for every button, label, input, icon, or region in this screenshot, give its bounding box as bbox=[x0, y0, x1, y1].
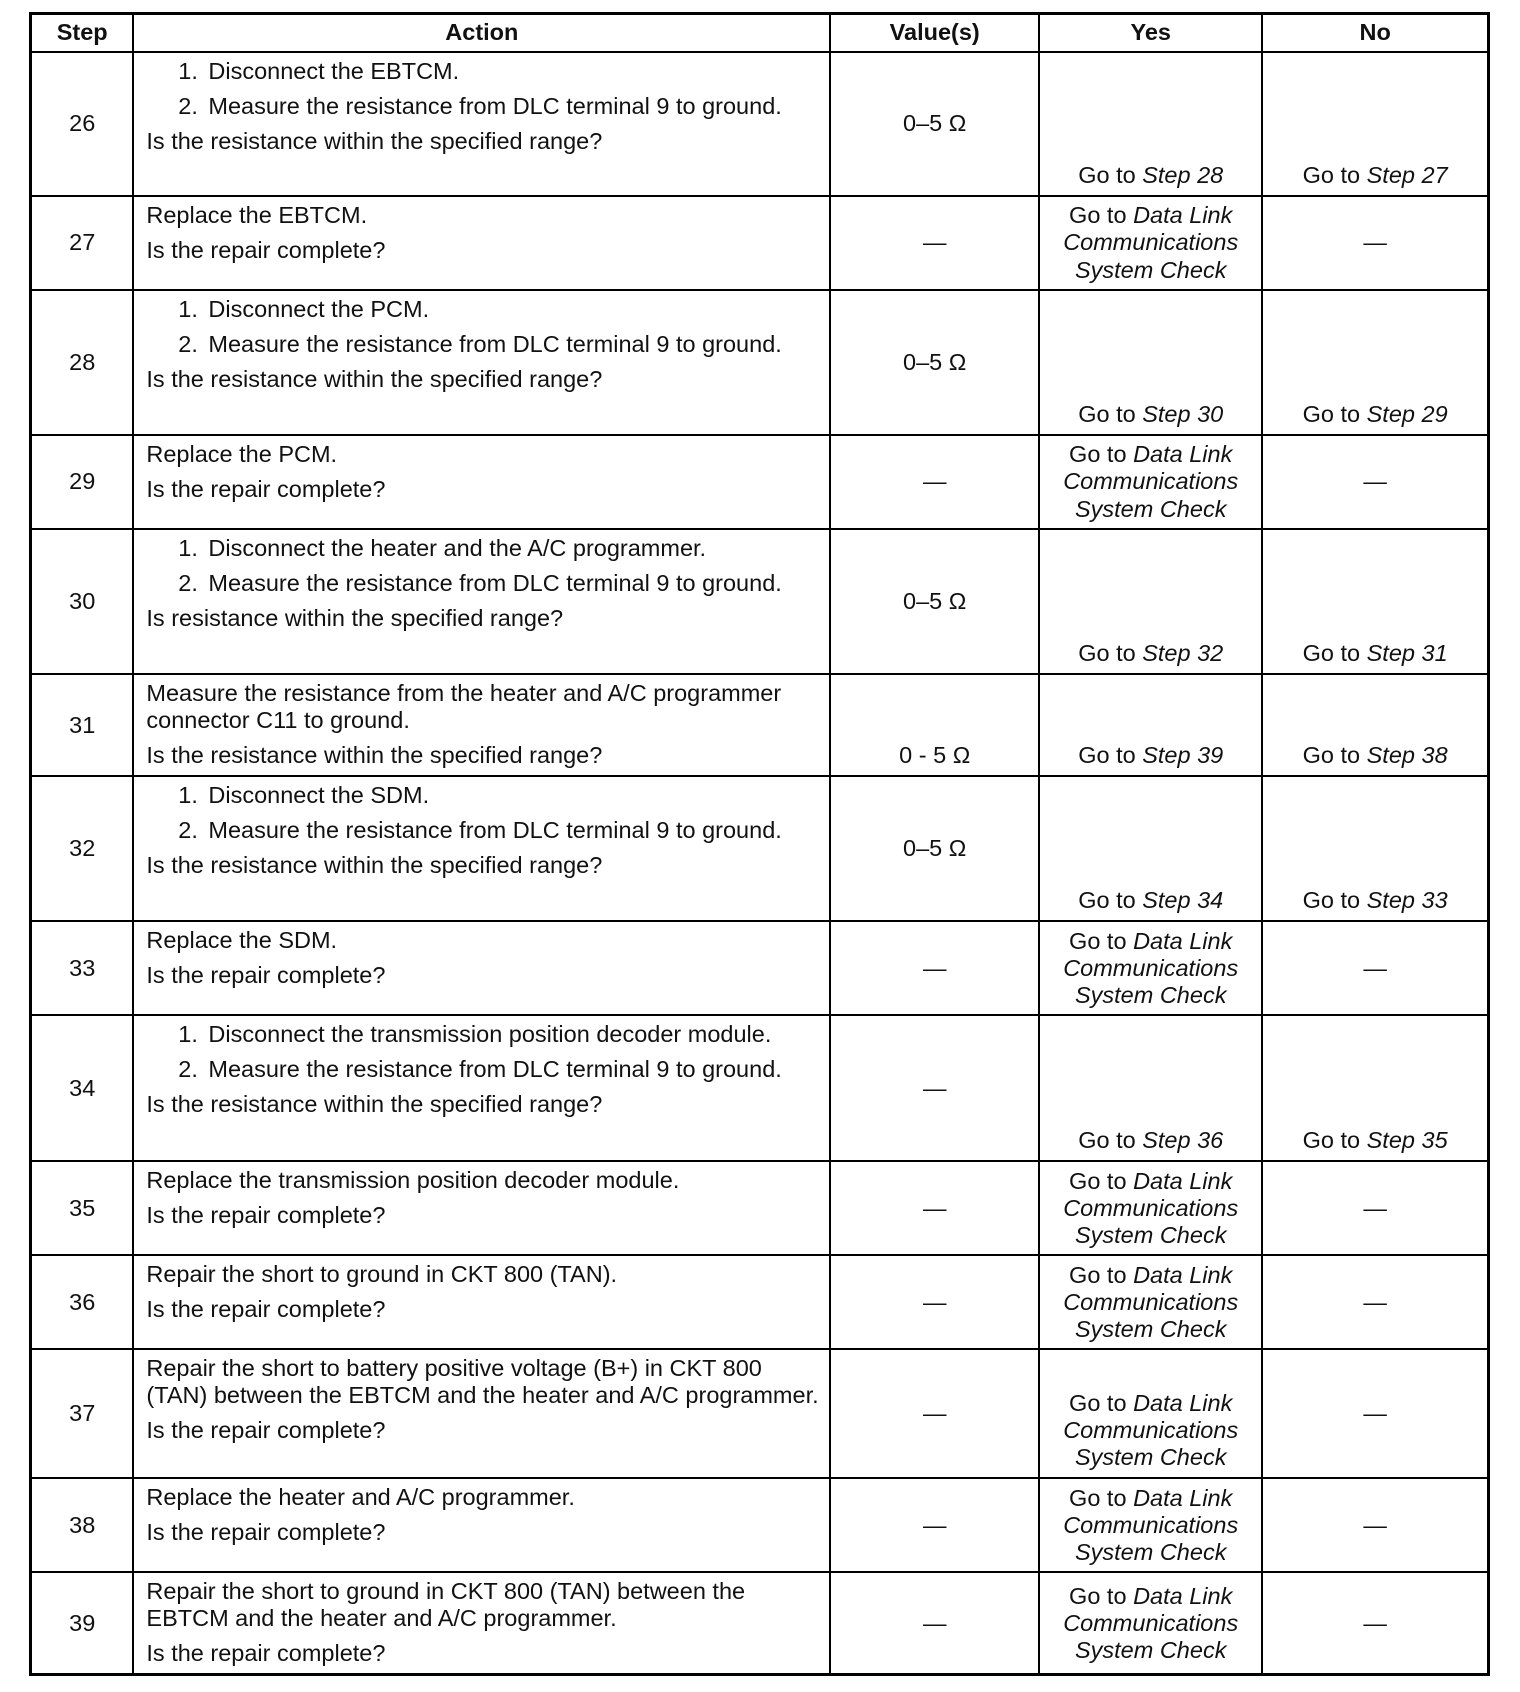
no-cell: — bbox=[1262, 921, 1488, 1015]
instruction-text: Repair the short to ground in CKT 800 (TAN) between the EBTCM and the heater and A/C programmer. bbox=[146, 1578, 746, 1632]
step-link[interactable]: Step 39 bbox=[1142, 742, 1224, 769]
question-text: Is the repair complete? bbox=[146, 1417, 386, 1444]
action-cell bbox=[133, 290, 830, 435]
yes-cell[interactable]: Go to Data Link Communications System Check bbox=[1039, 1255, 1262, 1349]
question-text: Is the repair complete? bbox=[146, 1640, 386, 1667]
step-number: 28 bbox=[31, 290, 134, 435]
table-row bbox=[31, 1572, 1489, 1675]
question-text: Is resistance within the specified range? bbox=[146, 605, 564, 632]
question-text: Is the repair complete? bbox=[146, 1519, 386, 1546]
value-cell: — bbox=[830, 1572, 1039, 1675]
table-row bbox=[31, 921, 1489, 1015]
action-cell bbox=[133, 921, 830, 1015]
no-cell[interactable]: Go to Step 33 bbox=[1262, 776, 1488, 921]
question-text: Is the repair complete? bbox=[146, 1296, 386, 1323]
question-text: Is the repair complete? bbox=[146, 237, 386, 264]
instruction-item: 1. Disconnect the heater and the A/C programmer. bbox=[204, 535, 819, 562]
system-check-link[interactable]: Data Link Communications System Check bbox=[1063, 1484, 1239, 1565]
table-row bbox=[31, 674, 1489, 776]
step-link[interactable]: Step 36 bbox=[1142, 1127, 1224, 1154]
table-row bbox=[31, 52, 1489, 196]
table-row bbox=[31, 290, 1489, 435]
no-cell[interactable]: Go to Step 29 bbox=[1262, 290, 1488, 435]
no-cell: — bbox=[1262, 1255, 1488, 1349]
yes-cell[interactable]: Go to Data Link Communications System Check bbox=[1039, 435, 1262, 529]
yes-cell[interactable]: Go to Data Link Communications System Check bbox=[1039, 1349, 1262, 1478]
value-cell: — bbox=[830, 196, 1039, 290]
instruction-text: Replace the PCM. bbox=[146, 441, 338, 467]
step-link[interactable]: Step 33 bbox=[1366, 887, 1448, 914]
instruction-item: 1. Disconnect the transmission position decoder module. bbox=[204, 1021, 819, 1048]
value-cell: — bbox=[830, 921, 1039, 1015]
table-row bbox=[31, 1255, 1489, 1349]
instruction-list bbox=[146, 1021, 819, 1083]
action-cell bbox=[133, 196, 830, 290]
yes-cell[interactable]: Go to Data Link Communications System Check bbox=[1039, 1572, 1262, 1675]
no-cell: — bbox=[1262, 1349, 1488, 1478]
question-text: Is the resistance within the specified range? bbox=[146, 366, 603, 393]
value-cell: 0 - 5 Ω bbox=[830, 674, 1039, 776]
value-cell: 0–5 Ω bbox=[830, 529, 1039, 674]
header-values: Value(s) bbox=[830, 14, 1039, 53]
step-number: 32 bbox=[31, 776, 134, 921]
action-cell bbox=[133, 1478, 830, 1572]
header-no: No bbox=[1262, 14, 1488, 53]
instruction-item: 2. Measure the resistance from DLC terminal 9 to ground. bbox=[204, 1056, 819, 1083]
system-check-link[interactable]: Data Link Communications System Check bbox=[1063, 1390, 1239, 1471]
action-cell bbox=[133, 1015, 830, 1161]
value-cell: 0–5 Ω bbox=[830, 52, 1039, 196]
step-link[interactable]: Step 35 bbox=[1366, 1127, 1448, 1154]
yes-cell[interactable]: Go to Step 36 bbox=[1039, 1015, 1262, 1161]
yes-cell[interactable]: Go to Data Link Communications System Check bbox=[1039, 196, 1262, 290]
yes-cell[interactable]: Go to Data Link Communications System Check bbox=[1039, 1478, 1262, 1572]
no-cell[interactable]: Go to Step 27 bbox=[1262, 52, 1488, 196]
table-row bbox=[31, 1161, 1489, 1255]
instruction-text: Replace the transmission position decoder module. bbox=[146, 1167, 680, 1194]
instruction-text: Repair the short to ground in CKT 800 (TAN). bbox=[146, 1261, 618, 1288]
instruction-item: 1. Disconnect the EBTCM. bbox=[204, 58, 819, 85]
step-number: 27 bbox=[31, 196, 134, 290]
system-check-link[interactable]: Data Link Communications System Check bbox=[1063, 202, 1239, 283]
system-check-link[interactable]: Data Link Communications System Check bbox=[1063, 1261, 1239, 1342]
step-link[interactable]: Step 34 bbox=[1142, 887, 1224, 914]
question-text: Is the resistance within the specified range? bbox=[146, 742, 603, 769]
action-cell bbox=[133, 1161, 830, 1255]
yes-cell[interactable]: Go to Step 30 bbox=[1039, 290, 1262, 435]
header-row bbox=[31, 14, 1489, 53]
yes-cell[interactable]: Go to Step 34 bbox=[1039, 776, 1262, 921]
yes-cell[interactable]: Go to Step 39 bbox=[1039, 674, 1262, 776]
question-text: Is the repair complete? bbox=[146, 1202, 386, 1229]
instruction-list bbox=[146, 782, 819, 844]
no-cell: — bbox=[1262, 1161, 1488, 1255]
step-link[interactable]: Step 38 bbox=[1366, 742, 1448, 769]
value-cell: — bbox=[830, 435, 1039, 529]
value-cell: — bbox=[830, 1161, 1039, 1255]
step-link[interactable]: Step 27 bbox=[1366, 161, 1448, 188]
action-cell bbox=[133, 1255, 830, 1349]
table-row bbox=[31, 1015, 1489, 1161]
instruction-text: Replace the heater and A/C programmer. bbox=[146, 1484, 575, 1511]
step-number: 33 bbox=[31, 921, 134, 1015]
table-row bbox=[31, 196, 1489, 290]
instruction-text: Replace the SDM. bbox=[146, 927, 338, 954]
step-link[interactable]: Step 29 bbox=[1366, 400, 1448, 427]
action-cell bbox=[133, 776, 830, 921]
header-yes: Yes bbox=[1039, 14, 1262, 53]
action-cell bbox=[133, 1349, 830, 1478]
system-check-link[interactable]: Data Link Communications System Check bbox=[1063, 1582, 1239, 1663]
diagnostic-step-table bbox=[29, 12, 1490, 1676]
question-text: Is the resistance within the specified range? bbox=[146, 1091, 603, 1118]
value-cell: — bbox=[830, 1478, 1039, 1572]
system-check-link[interactable]: Data Link Communications System Check bbox=[1063, 927, 1239, 1008]
step-number: 35 bbox=[31, 1161, 134, 1255]
no-cell[interactable]: Go to Step 38 bbox=[1262, 674, 1488, 776]
system-check-link[interactable]: Data Link Communications System Check bbox=[1063, 441, 1239, 522]
table-row bbox=[31, 1349, 1489, 1478]
question-text: Is the resistance within the specified range? bbox=[146, 852, 603, 879]
action-cell bbox=[133, 1572, 830, 1675]
diagnostic-table-page bbox=[29, 12, 1490, 1676]
instruction-text: Measure the resistance from the heater and A/C programmer connector C11 to ground. bbox=[146, 680, 782, 734]
table-row bbox=[31, 529, 1489, 674]
value-cell: — bbox=[830, 1255, 1039, 1349]
step-link[interactable]: Step 28 bbox=[1142, 161, 1224, 188]
no-cell: — bbox=[1262, 196, 1488, 290]
step-number: 30 bbox=[31, 529, 134, 674]
instruction-item: 2. Measure the resistance from DLC terminal 9 to ground. bbox=[204, 817, 819, 844]
value-cell: — bbox=[830, 1349, 1039, 1478]
instruction-text: Repair the short to battery positive voltage (B+) in CKT 800 (TAN) between the EBTCM and the heater and A/C programmer. bbox=[146, 1355, 819, 1409]
action-cell bbox=[133, 529, 830, 674]
step-link[interactable]: Step 31 bbox=[1366, 639, 1448, 666]
instruction-list bbox=[146, 58, 819, 120]
yes-cell[interactable]: Go to Data Link Communications System Check bbox=[1039, 921, 1262, 1015]
yes-cell[interactable]: Go to Data Link Communications System Check bbox=[1039, 1161, 1262, 1255]
value-cell: 0–5 Ω bbox=[830, 290, 1039, 435]
question-text: Is the repair complete? bbox=[146, 476, 386, 503]
instruction-item: 2. Measure the resistance from DLC terminal 9 to ground. bbox=[204, 331, 819, 358]
step-link[interactable]: Step 32 bbox=[1142, 639, 1224, 666]
question-text: Is the resistance within the specified range? bbox=[146, 128, 603, 155]
system-check-link[interactable]: Data Link Communications System Check bbox=[1063, 1167, 1239, 1248]
step-number: 38 bbox=[31, 1478, 134, 1572]
header-step: Step bbox=[31, 14, 134, 53]
no-cell: — bbox=[1262, 1478, 1488, 1572]
table-row bbox=[31, 435, 1489, 529]
instruction-text: Replace the EBTCM. bbox=[146, 202, 368, 228]
instruction-list bbox=[146, 535, 819, 597]
step-number: 36 bbox=[31, 1255, 134, 1349]
header-action: Action bbox=[133, 14, 830, 53]
no-cell[interactable]: Go to Step 31 bbox=[1262, 529, 1488, 674]
step-number: 29 bbox=[31, 435, 134, 529]
step-number: 37 bbox=[31, 1349, 134, 1478]
step-number: 31 bbox=[31, 674, 134, 776]
instruction-item: 2. Measure the resistance from DLC terminal 9 to ground. bbox=[204, 93, 819, 120]
no-cell[interactable]: Go to Step 35 bbox=[1262, 1015, 1488, 1161]
step-number: 39 bbox=[31, 1572, 134, 1675]
action-cell bbox=[133, 435, 830, 529]
step-number: 26 bbox=[31, 52, 134, 196]
instruction-item: 1. Disconnect the PCM. bbox=[204, 296, 819, 323]
value-cell: 0–5 Ω bbox=[830, 776, 1039, 921]
instruction-list bbox=[146, 296, 819, 358]
step-link[interactable]: Step 30 bbox=[1142, 400, 1224, 427]
action-cell bbox=[133, 52, 830, 196]
no-cell: — bbox=[1262, 435, 1488, 529]
value-cell: — bbox=[830, 1015, 1039, 1161]
action-cell bbox=[133, 674, 830, 776]
question-text: Is the repair complete? bbox=[146, 962, 386, 989]
no-cell: — bbox=[1262, 1572, 1488, 1675]
instruction-item: 2. Measure the resistance from DLC terminal 9 to ground. bbox=[204, 570, 819, 597]
yes-cell[interactable]: Go to Step 32 bbox=[1039, 529, 1262, 674]
yes-cell[interactable]: Go to Step 28 bbox=[1039, 52, 1262, 196]
instruction-item: 1. Disconnect the SDM. bbox=[204, 782, 819, 809]
table-row bbox=[31, 776, 1489, 921]
table-row bbox=[31, 1478, 1489, 1572]
step-number: 34 bbox=[31, 1015, 134, 1161]
